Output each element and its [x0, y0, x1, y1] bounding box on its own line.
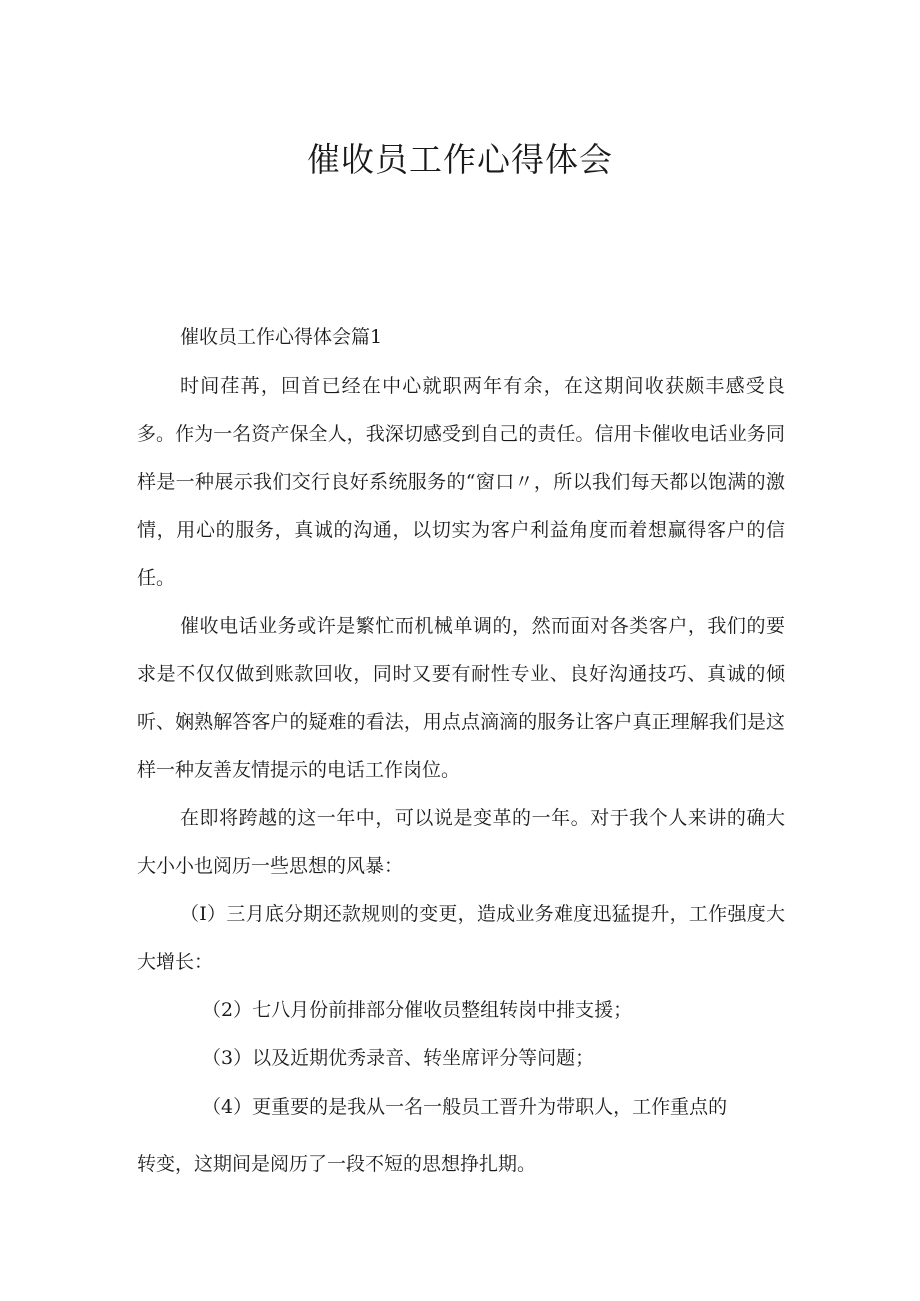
- paragraph-continuation: 转变，这期间是阅历了一段不短的思想挣扎期。: [137, 1153, 537, 1175]
- list-item: （3）以及近期优秀录音、转坐席评分等问题；: [202, 1047, 595, 1069]
- document-title: 催收员工作心得体会: [307, 140, 613, 179]
- list-item: （4）更重要的是我从一名一般员工晋升为带职人，工作重点的: [202, 1096, 728, 1118]
- section-heading: 催收员工作心得体会篇1: [180, 326, 383, 348]
- list-item: （2）七八月份前排部分催收员整组转岗中排支援；: [202, 999, 633, 1021]
- paragraph-1: 时间荏苒，回首已经在中心就职两年有余，在这期间收获颇丰感受良多。作为一名资产保全人，我深切感受到自己的责任。信用卡催收电话业务同样是一种展示我们交行良好系统服务的“窗口〃，所以我们每天都以饱满的激情，用心的服务，真诚的沟通，以切实为客户利益角度而着想赢得客户的信任。: [137, 375, 785, 589]
- paragraph-2: 催收电话业务或许是繁忙而机械单调的，然而面对各类客户，我们的要求是不仅仅做到账款回收，同时又要有耐性专业、良好沟通技巧、真诚的倾听、娴熟解答客户的疑难的看法，用点点滴滴的服务让客户真正理解我们是这样一种友善友情提示的电话工作岗位。: [137, 615, 785, 781]
- paragraph-4: （I）三月底分期还款规则的变更，造成业务难度迅猛提升，工作强度大大增长：: [137, 903, 785, 973]
- paragraph-3: 在即将跨越的这一年中，可以说是变革的一年。对于我个人来讲的确大大小小也阅历一些思想的风暴：: [137, 807, 785, 877]
